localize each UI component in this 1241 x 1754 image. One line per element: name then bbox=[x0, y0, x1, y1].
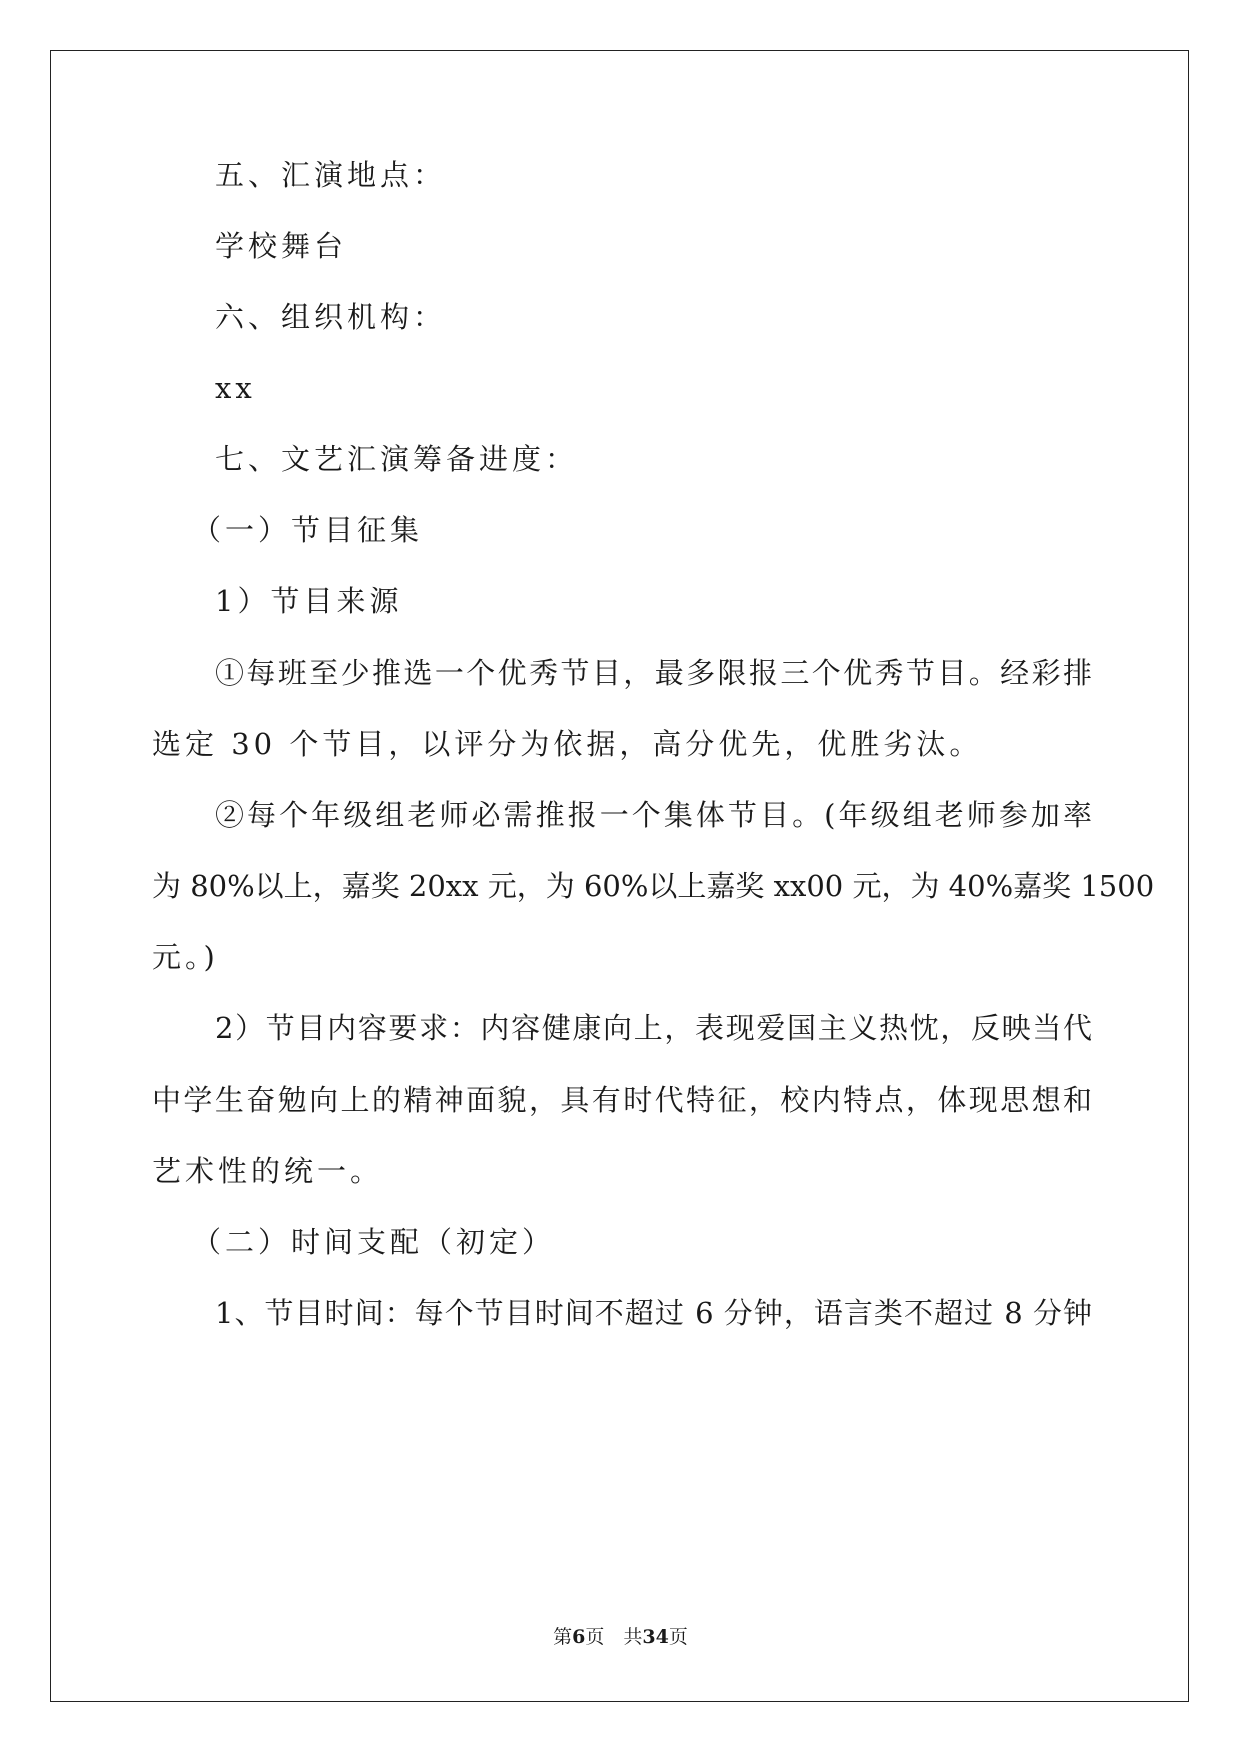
paragraph-line: 1、节目时间：每个节目时间不超过 6 分钟，语言类不超过 8 分钟 bbox=[215, 1296, 1092, 1330]
paragraph-line: 为 80%以上，嘉奖 20xx 元，为 60%以上嘉奖 xx00 元，为 40%嘉奖 1500 bbox=[152, 869, 1155, 903]
paragraph-line: ①每班至少推选一个优秀节目，最多限报三个优秀节目。经彩排 bbox=[215, 656, 1092, 690]
section-heading-organization: 六、组织机构： bbox=[215, 300, 447, 334]
paragraph-line: 2）节目内容要求：内容健康向上，表现爱国主义热忱，反映当代 bbox=[215, 1011, 1092, 1045]
paragraph-line: 选定 30 个节目，以评分为依据，高分优先，优胜劣汰。 bbox=[152, 727, 983, 761]
footer-middle: 页 共 bbox=[585, 1626, 643, 1648]
paragraph-line: 艺术性的统一。 bbox=[152, 1154, 384, 1188]
subsection-heading-program-collection: （一）节目征集 bbox=[192, 513, 424, 547]
page-footer bbox=[0, 1624, 1241, 1650]
footer-suffix: 页 bbox=[668, 1626, 688, 1648]
paragraph-line: 元。) bbox=[152, 940, 219, 974]
footer-total-pages: 34 bbox=[642, 1626, 669, 1648]
section-heading-progress: 七、文艺汇演筹备进度： bbox=[215, 442, 579, 476]
paragraph-organization: xx bbox=[215, 371, 256, 405]
footer-prefix: 第 bbox=[553, 1626, 573, 1648]
footer-page-number: 6 bbox=[572, 1626, 586, 1648]
paragraph-line: ②每个年级组老师必需推报一个集体节目。(年级组老师参加率 bbox=[215, 798, 1092, 832]
subsection-heading-time-schedule: （二）时间支配（初定） bbox=[192, 1225, 556, 1259]
paragraph-venue: 学校舞台 bbox=[215, 229, 348, 263]
paragraph-line: 中学生奋勉向上的精神面貌，具有时代特征，校内特点，体现思想和 bbox=[152, 1083, 1092, 1117]
item-heading-program-source: 1）节目来源 bbox=[215, 584, 403, 618]
section-heading-venue: 五、汇演地点： bbox=[215, 158, 447, 192]
